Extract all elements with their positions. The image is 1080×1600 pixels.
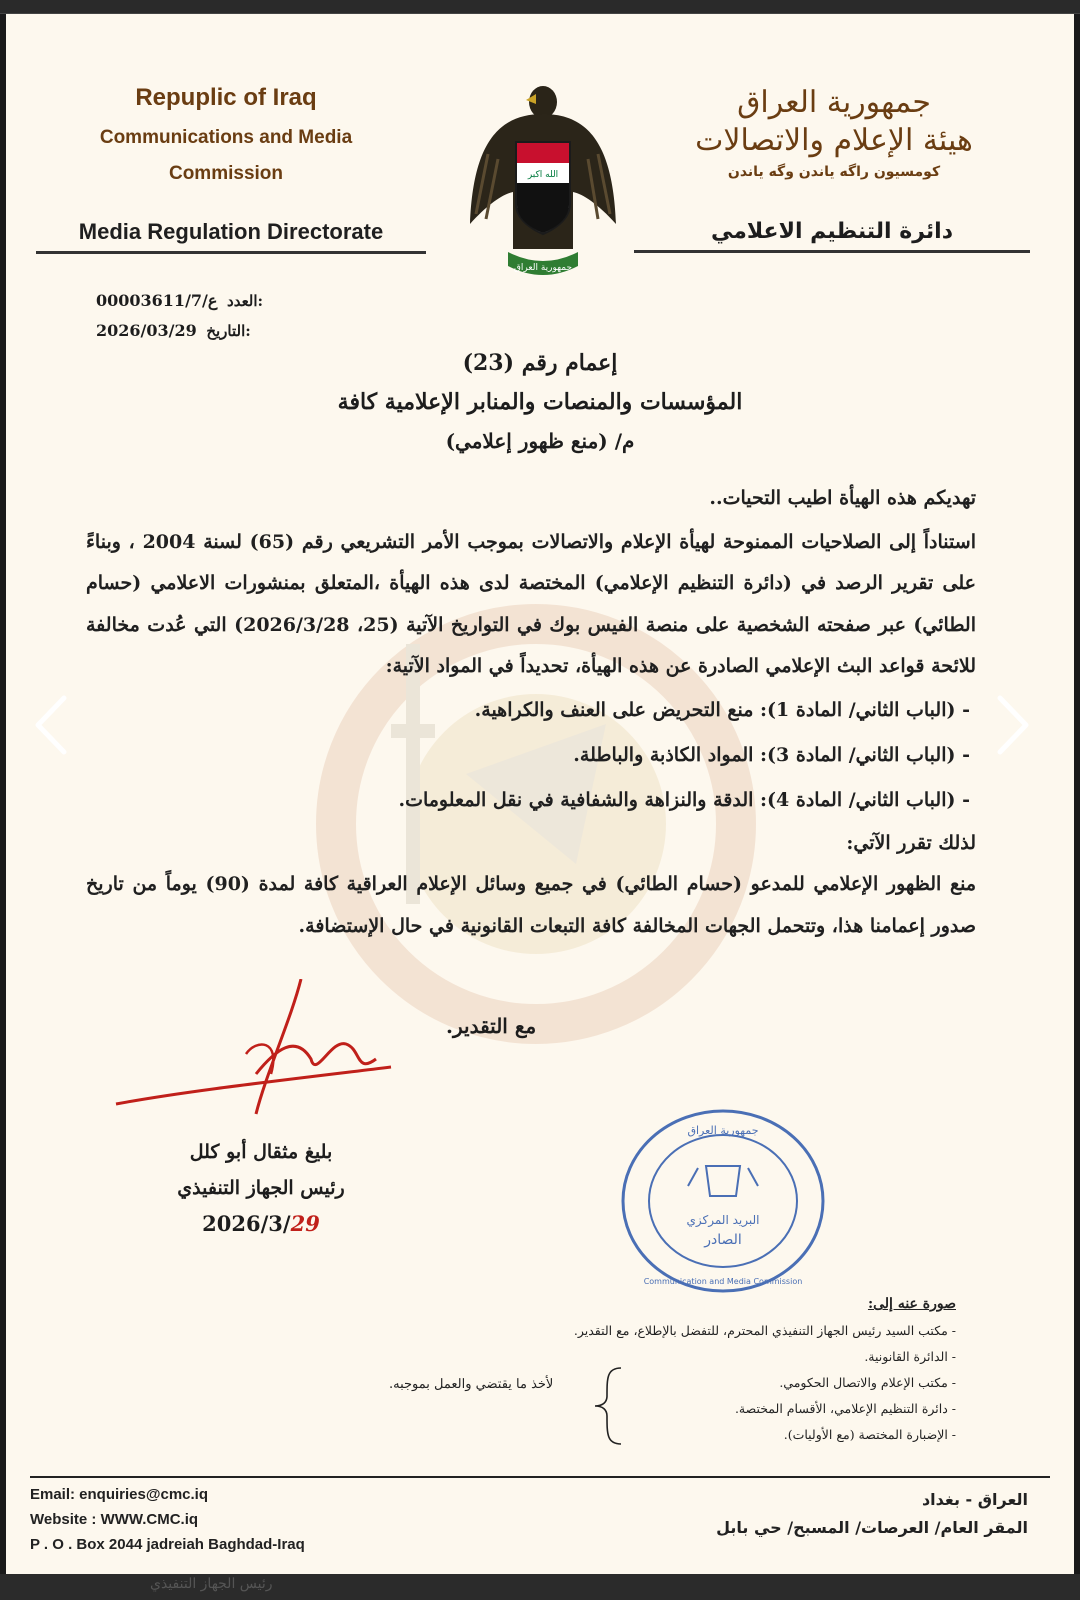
violations-list <box>86 688 976 823</box>
reference-number-row <box>96 286 263 316</box>
arabic-country-title: جمهورية العراق <box>737 85 931 120</box>
chevron-left-icon <box>28 690 74 760</box>
list-item: - دائرة التنظيم الإعلامي، الأقسام المختصة. <box>734 1401 956 1416</box>
notice-number: إعمام رقم (23) <box>462 350 618 376</box>
list-item: - الإضبارة المختصة (مع الأوليات). <box>783 1427 956 1442</box>
footer-city: العراق - بغداد <box>921 1490 1028 1509</box>
stamp-top-text: جمهورية العراق <box>687 1124 759 1137</box>
footer-contact <box>30 1482 305 1557</box>
english-commission-line-2: Commission <box>168 163 284 184</box>
previous-image-button[interactable] <box>28 690 74 760</box>
stamp-inner-line-2: الصادر <box>704 1232 742 1248</box>
list-item: - الدائرة القانونية. <box>864 1349 956 1364</box>
footer-street: المقر العام/ العرصات/ المسبح/ حي بابل <box>716 1518 1028 1537</box>
greeting: تهديكم هذه الهيأة اطيب التحيات.. <box>709 487 976 509</box>
svg-text:الله اكبر: الله اكبر <box>527 170 559 180</box>
signer-block <box>146 1134 376 1242</box>
cc-note: لأخذ ما يقتضي والعمل بموجبه. <box>389 1377 554 1392</box>
document-page <box>6 14 1074 1574</box>
carbon-copy-list <box>381 1296 956 1448</box>
reference-number: 00003611/ع/7 <box>96 291 218 310</box>
decision-text: منع الظهور الإعلامي للمدعو (حسام الطائي) في جميع وسائل الإعلام العراقية كافة لمدة (90) يوماً من تاريخ صدور إعمامنا هذا، وتتحمل الجهات المخالفة كافة التبعات القانونية في حال الإستضافة. <box>86 873 976 937</box>
iraq-eagle-emblem <box>468 74 618 284</box>
footer-website: Website : WWW.CMC.iq <box>30 1511 199 1528</box>
notice-recipients: المؤسسات والمنصات والمنابر الإعلامية كافة <box>337 389 743 415</box>
reference-number-label: العدد: <box>227 292 264 310</box>
english-directorate: Media Regulation Directorate <box>36 219 426 254</box>
arabic-directorate: دائرة التنظيم الاعلامي <box>634 219 1030 253</box>
footer-address <box>716 1486 1028 1542</box>
official-stamp <box>618 1106 828 1296</box>
arabic-header <box>634 84 1034 180</box>
footer-pobox: P . O . Box 2044 jadreiah Baghdad-Iraq <box>30 1536 305 1553</box>
letter-body <box>86 478 976 947</box>
list-item: - (الباب الثاني/ المادة 4): الدقة والنزاهة والشفافية في نقل المعلومات. <box>86 778 976 823</box>
list-item: - مكتب الإعلام والاتصال الحكومي. <box>779 1375 956 1390</box>
signer-title: رئيس الجهاز التنفيذي <box>177 1177 345 1199</box>
footer-email: Email: enquiries@cmc.iq <box>30 1486 209 1503</box>
notice-subject: م/ (منع ظهور إعلامي) <box>445 429 635 453</box>
body-paragraph: استناداً إلى الصلاحيات الممنوحة لهيأة الإعلام والاتصالات بموجب الأمر التشريعي رقم (65) لسنة 2004 ، وبناءً على تقرير الرصد في (دائرة التنظيم الإعلامي) المختصة لدى هذه الهيأة ،المتعلق بمنشورات الاعلامي (حسام الطائي) عبر صفحته الشخصية على منصة الفيس بوك في التواريخ الآتية (25، 2026/3/28) التي عُدت مخالفة للائحة قواعد البث الإعلامي الصادرة عن هذه الهيأة، تحديداً في المواد الآتية: <box>86 530 976 677</box>
decision-intro: لذلك تقرر الآتي: <box>846 831 976 854</box>
stamp-ring-text: Communication and Media Commission <box>643 1277 803 1286</box>
kurdish-commission-title: كومسيون راگه ياندن وگه ياندن <box>727 164 941 180</box>
list-item: - مكتب السيد رئيس الجهاز التنفيذي المحترم، للتفضل بالإطلاع، مع التقدير. <box>573 1323 956 1338</box>
signer-date <box>146 1206 376 1242</box>
arabic-commission-title: هيئة الإعلام والاتصالات <box>695 123 973 158</box>
stamp-inner-line-1: البريد المركزي <box>686 1213 760 1227</box>
next-image-button[interactable] <box>990 690 1036 760</box>
handwritten-signature <box>106 979 406 1119</box>
regards: مع التقدير. <box>446 1014 537 1038</box>
english-header <box>36 84 416 192</box>
emblem-ribbon-text: جمهورية العراق <box>513 263 573 273</box>
viewer-bottom-strip <box>0 1574 1080 1600</box>
english-country-title: Repuplic of Iraq <box>135 84 317 111</box>
viewer-top-bar <box>0 0 1080 14</box>
signer-date-day: 29 <box>290 1211 320 1236</box>
notice-heading <box>6 344 1074 460</box>
signer-date-prefix: 2026/3/ <box>202 1211 291 1236</box>
reference-date-label: التاريخ: <box>206 322 251 340</box>
brace-icon <box>591 1366 631 1446</box>
signer-name: بليغ مثقال أبو كلل <box>189 1141 333 1163</box>
list-item: - (الباب الثاني/ المادة 3): المواد الكاذبة والباطلة. <box>86 733 976 778</box>
reference-date-row <box>96 316 263 346</box>
cc-title: صورة عنه إلى: <box>867 1296 956 1312</box>
chevron-right-icon <box>990 690 1036 760</box>
english-commission-line-1: Communications and Media <box>99 127 353 148</box>
list-item: - (الباب الثاني/ المادة 1): منع التحريض على العنف والكراهية. <box>86 688 976 733</box>
footer-divider <box>30 1476 1050 1478</box>
reference-block <box>96 286 263 346</box>
next-page-peek: رئيس الجهاز التنفيذي <box>150 1576 273 1592</box>
reference-date: 2026/03/29 <box>96 321 197 340</box>
